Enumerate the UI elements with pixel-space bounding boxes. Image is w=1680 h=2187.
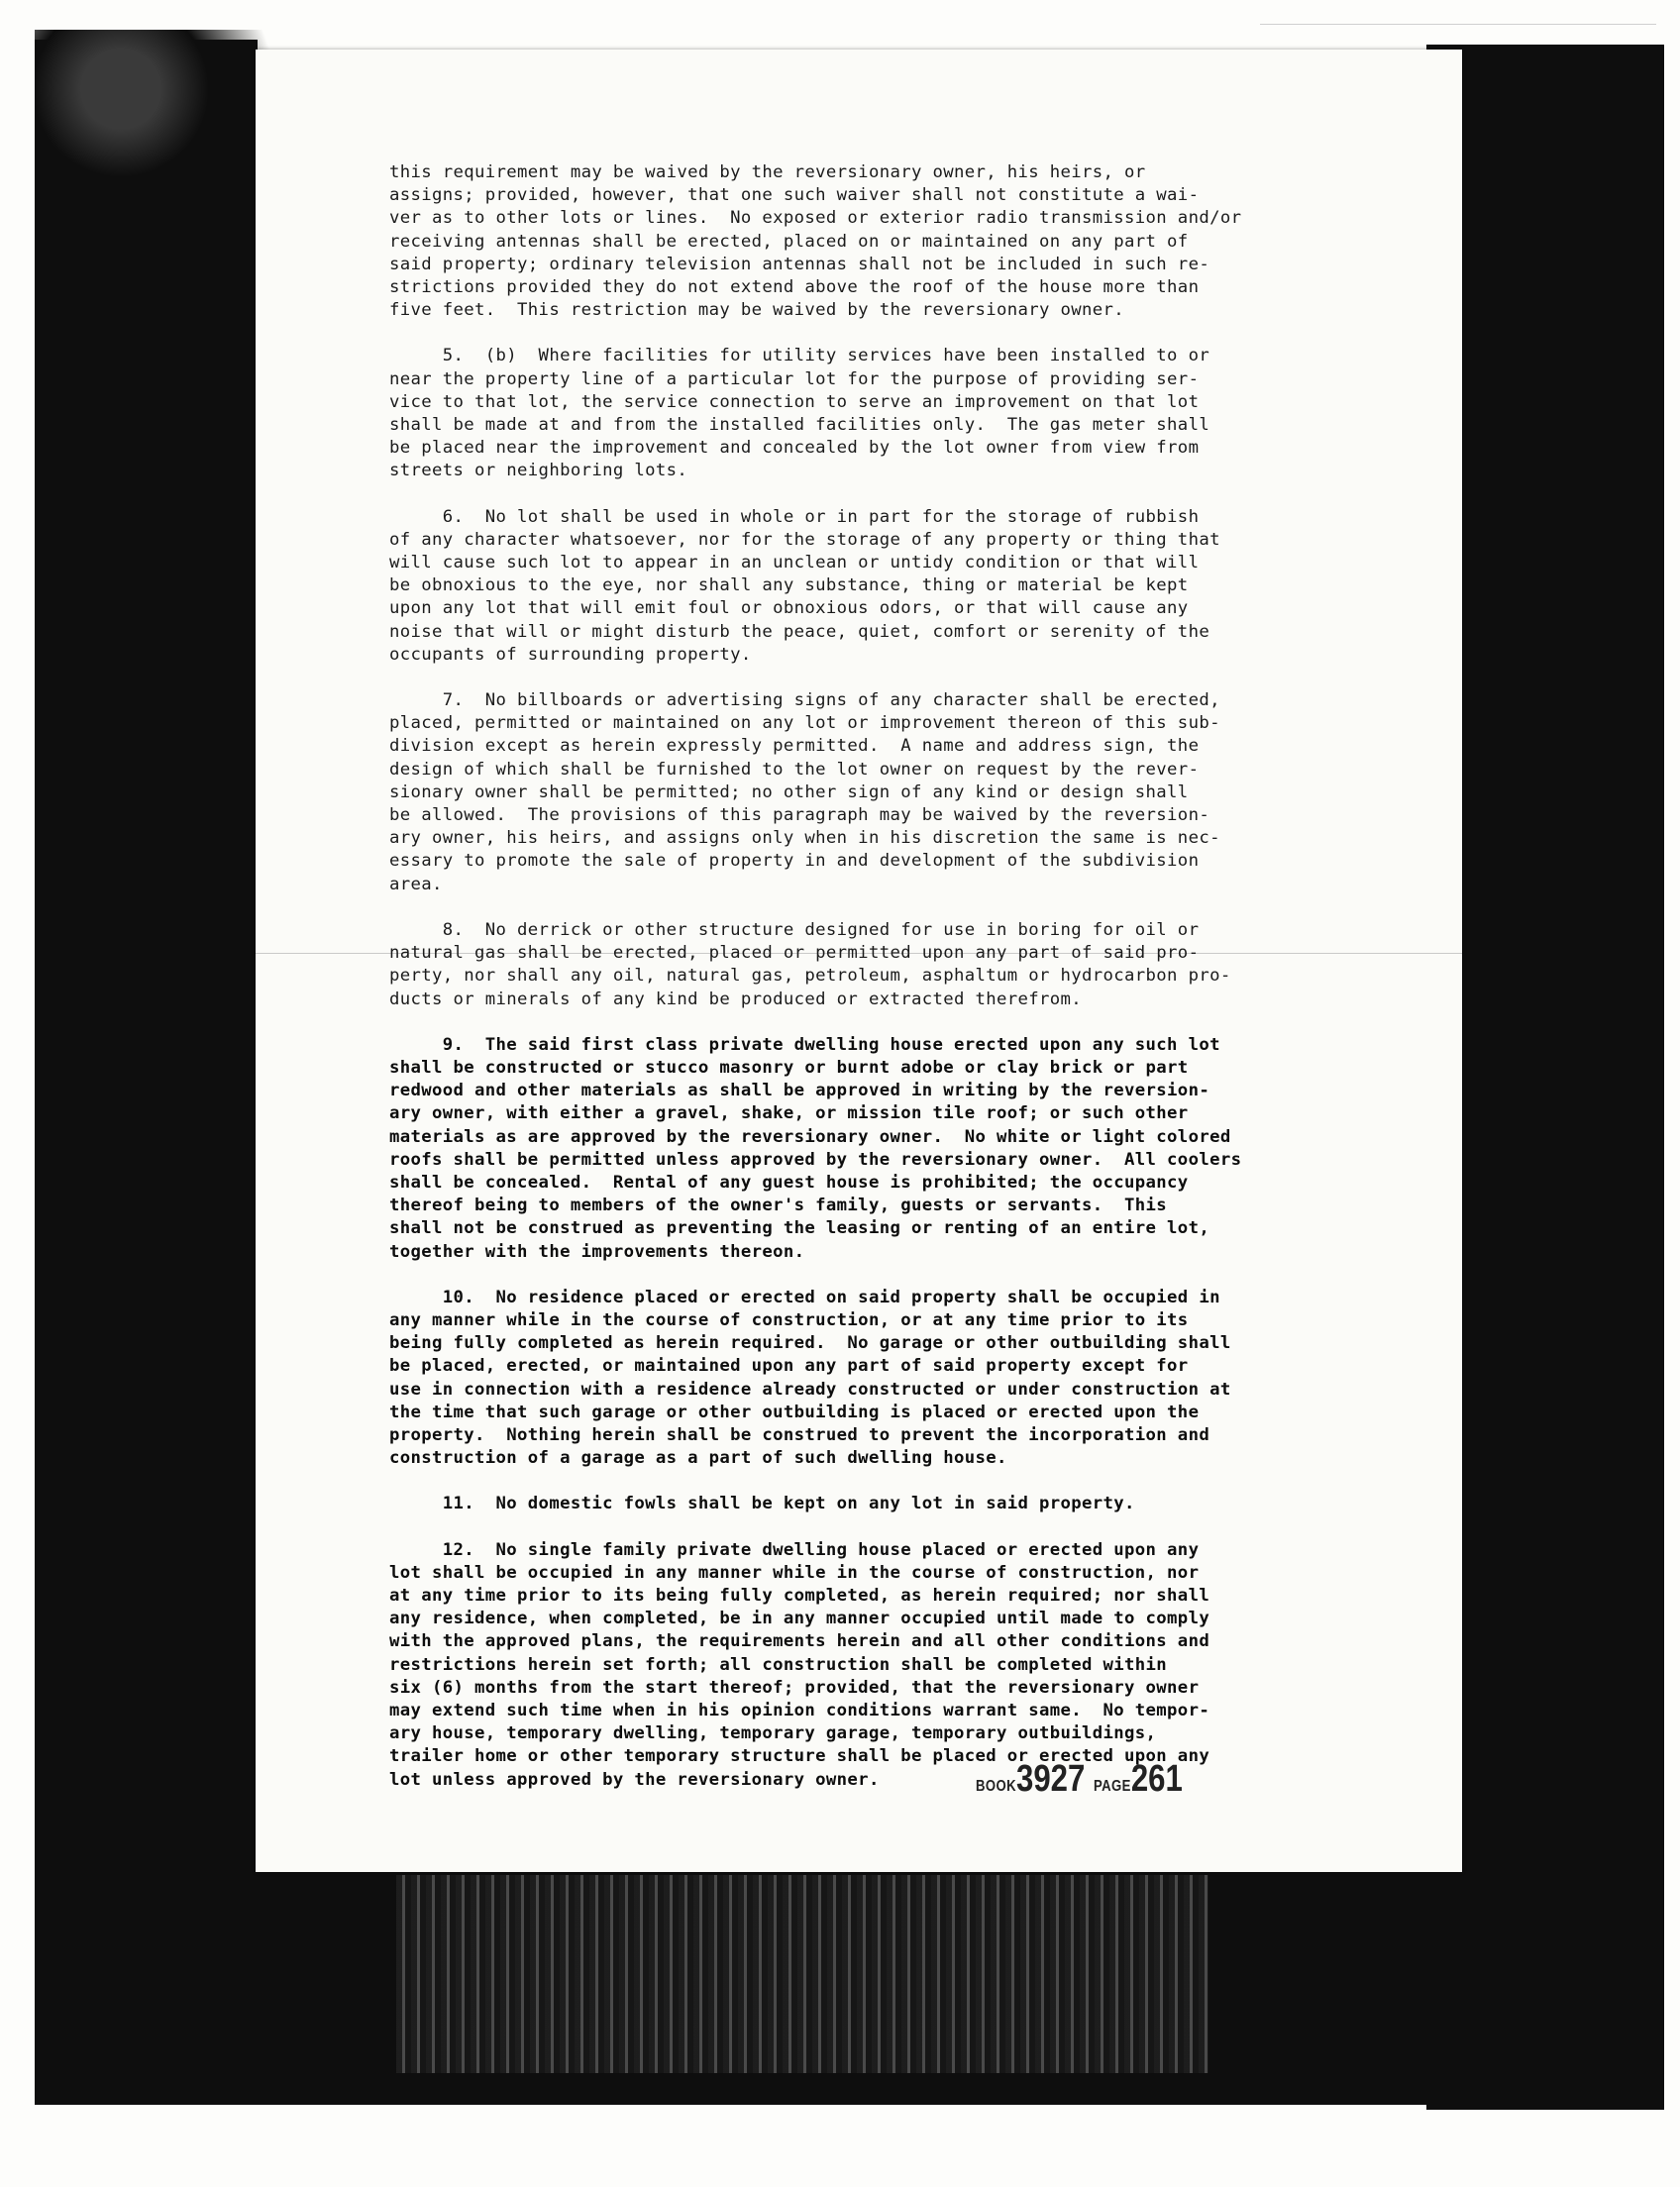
- scan-edge-line: [1260, 24, 1656, 25]
- scan-dark-border-right: [1426, 45, 1664, 2110]
- paragraph-11: 11. No domestic fowls shall be kept on any lot in said property.: [389, 1494, 1135, 1514]
- paragraph-12: 12. No single family private dwelling house placed or erected upon any lot shall be occupied in any manner while in the course of construction, nor at any time prior to its being fully completed, as herein required; nor shall any residence, when completed, be in any manner occupied until made to comply with the approved plans, the requirements herein and all other conditions and restrictions herein set forth; all construction shall be completed within six (6) months from the start thereof; provided, that the reversionary owner may extend such time when in his opinion conditions warrant same. No tempor- ary house, temporary dwelling, temporary garage, temporary outbuildings, trailer home or other temporary structure shall be placed or erected upon any lot unless approved by the reversionary owner.: [389, 1539, 1210, 1790]
- paragraph-6: 6. No lot shall be used in whole or in part for the storage of rubbish of any character whatsoever, nor for the storage of any property or thing that will cause such lot to appear in an unclean or untidy condition or that will be obnoxious to the eye, nor shall any substance, thing or material be kept upon any lot that will emit foul or obnoxious odors, or that will cause any noise that will or might disturb the peace, quiet, comfort or serenity of the occupants of surrounding property.: [389, 506, 1220, 665]
- scan-dark-border-left: [35, 40, 258, 2100]
- book-page-stamp: [976, 1758, 1183, 1801]
- paragraph-continuation: this requirement may be waived by the reversionary owner, his heirs, or assigns; provided, however, that one such waiver shall not constitute a wai- ver as to other lots or lines. No exposed or exterior radio transmission and/or receiving antennas shall be erected, placed on or maintained on any part of said property; ordinary television antennas shall not be included in such re- strictions provided they do not extend above the roof of the house more than five feet. This restriction may be waived by the reversionary owner.: [389, 162, 1242, 321]
- paragraph-8: 8. No derrick or other structure designed for use in boring for oil or natural gas shall be erected, placed or permitted upon any part of said pro- perty, nor shall any oil, natural gas, petroleum, asphaltum or hydrocarbon pro- ducts or minerals of any kind be produced or extracted therefrom.: [389, 919, 1231, 1009]
- paragraph-9: 9. The said first class private dwelling house erected upon any such lot shall be constructed or stucco masonry or burnt adobe or clay brick or part redwood and other materials as shall be approved in writing by the reversion- ary owner, with either a gravel, shake, or mission tile roof; or such other materials as are approved by the reversionary owner. No white or light colored roofs shall be permitted unless approved by the reversionary owner. All coolers shall be concealed. Rental of any guest house is prohibited; the occupancy thereof being to members of the owner's family, guests or servants. This shall not be construed as preventing the leasing or renting of an entire lot, together with the improvements thereon.: [389, 1034, 1242, 1262]
- paragraph-7: 7. No billboards or advertising signs of any character shall be erected, placed, permitted or maintained on any lot or improvement thereon of this sub- division except as herein expressly permitted. A name and address sign, the design of which shall be furnished to the lot owner on request by the rever- sionary owner shall be permitted; no other sign of any kind or design shall be allowed. The provisions of this paragraph may be waived by the reversion- ary owner, his heirs, and assigns only when in his discretion the same is nec- essary to promote the sale of property in and development of the subdivision area.: [389, 690, 1220, 894]
- paragraph-10: 10. No residence placed or erected on said property shall be occupied in any manner while in the course of construction, or at any time prior to its being fully completed as herein required. No garage or other outbuilding shall be placed, erected, or maintained upon any part of said property except for use in connection with a residence already constructed or under construction at the time that such garage or other outbuilding is placed or erected upon the property. Nothing herein shall be construed to prevent the incorporation and construction of a garage as a part of such dwelling house.: [389, 1287, 1231, 1469]
- stamp-page-label: PAGE: [1093, 1778, 1131, 1795]
- paragraph-5b: 5. (b) Where facilities for utility services have been installed to or near the property line of a particular lot for the purpose of providing ser- vice to that lot, the service connection to serve an improvement on that lot shall be made at and from the installed facilities only. The gas meter shall be placed near the improvement and concealed by the lot owner from view from streets or neighboring lots.: [389, 346, 1210, 481]
- stamp-book-label: BOOK: [976, 1778, 1016, 1795]
- document-body: [389, 161, 1340, 1815]
- stamp-page-number: 261: [1130, 1758, 1183, 1800]
- stamp-book-number: 3927: [1016, 1758, 1086, 1800]
- scan-bottom-artifact: [396, 1875, 1208, 2073]
